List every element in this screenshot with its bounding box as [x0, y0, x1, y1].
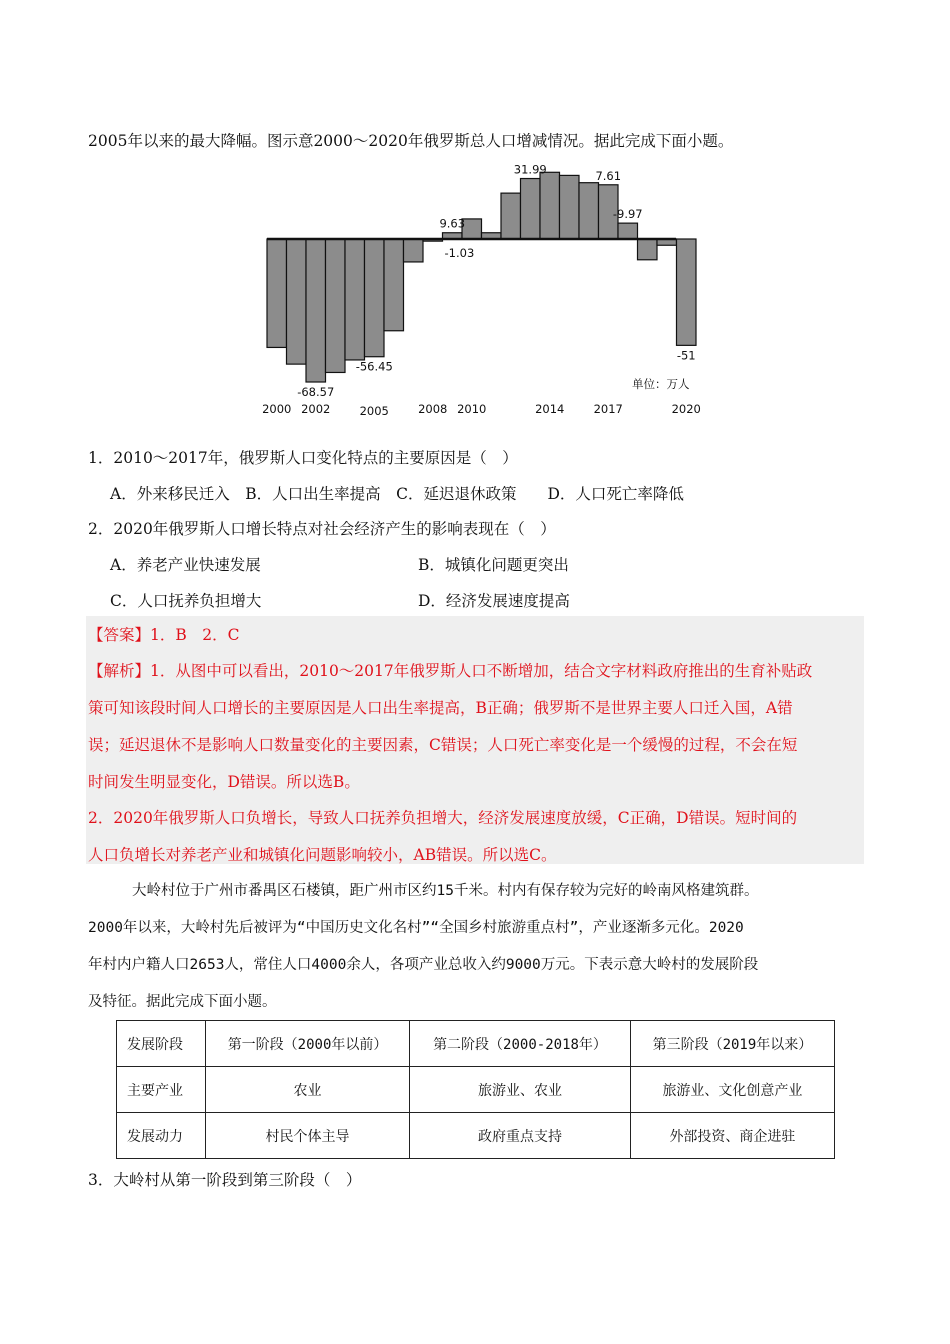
answer-line: 【答案】1．B 2．C — [88, 626, 240, 644]
table-cell: 村民个体主导 — [206, 1113, 410, 1159]
passage-line-3: 年村内户籍人口2653人，常住人口4000余人，各项产业总收入约9000万元。下表示意大岭村的发展阶段 — [88, 957, 759, 973]
bar — [521, 179, 541, 239]
x-tick-label: 2017 — [593, 402, 623, 416]
bar — [638, 239, 658, 260]
data-label: -1.03 — [444, 246, 475, 260]
table-cell: 旅游业、农业 — [410, 1067, 631, 1113]
passage-line-1: 大岭村位于广州市番禺区石楼镇，距广州市区约15千米。村内有保存较为完好的岭南风格建筑群。 — [132, 883, 759, 899]
x-tick-label: 2002 — [301, 402, 331, 416]
q2-option-b: B．城镇化问题更突出 — [418, 556, 569, 574]
x-tick-label: 2014 — [535, 402, 565, 416]
x-tick-label: 2020 — [671, 402, 701, 416]
bar — [384, 239, 404, 331]
table-row — [117, 1113, 835, 1159]
passage-line-4: 及特征。据此完成下面小题。 — [88, 994, 277, 1010]
table-cell: 第一阶段（2000年以前） — [206, 1021, 410, 1067]
analysis-line-4: 时间发生明显变化，D错误。所以选B。 — [88, 773, 360, 791]
x-tick-label: 2008 — [418, 402, 448, 416]
q2-option-c: C．人口抚养负担增大 — [110, 592, 262, 610]
bar — [287, 239, 307, 364]
q2-option-d: D．经济发展速度提高 — [418, 592, 570, 610]
table-cell: 农业 — [206, 1067, 410, 1113]
q2-option-a: A．养老产业快速发展 — [110, 556, 261, 574]
bar — [267, 239, 287, 347]
q3-stem: 3．大岭村从第一阶段到第三阶段（ ） — [88, 1171, 362, 1189]
bar — [326, 239, 346, 372]
data-label: 31.99 — [513, 162, 547, 177]
table-cell: 发展阶段 — [117, 1021, 206, 1067]
analysis-line-2: 策可知该段时间人口增长的主要原因是人口出生率提高，B正确；俄罗斯不是世界主要人口迁入国，A错 — [88, 699, 793, 717]
data-label: 7.61 — [595, 168, 622, 183]
bar — [345, 239, 365, 360]
bar — [560, 175, 580, 239]
table-cell: 主要产业 — [117, 1067, 206, 1113]
bar — [579, 183, 599, 239]
analysis-line-1: 【解析】1．从图中可以看出，2010～2017年俄罗斯人口不断增加，结合文字材料政府推出的生育补贴政 — [88, 662, 813, 680]
x-tick-label: 2010 — [457, 402, 487, 416]
bar — [306, 239, 326, 382]
table-row — [117, 1067, 835, 1113]
bar — [618, 223, 638, 239]
table-cell: 政府重点支持 — [410, 1113, 631, 1159]
table-header-row — [117, 1021, 835, 1067]
table-cell: 第三阶段（2019年以来） — [630, 1021, 834, 1067]
bar — [404, 239, 424, 262]
data-label: -56.45 — [355, 359, 393, 374]
stages-table — [116, 1020, 835, 1159]
data-label: -68.57 — [297, 385, 335, 399]
table-cell: 第二阶段（2000-2018年） — [410, 1021, 631, 1067]
bar — [365, 239, 385, 357]
bar — [540, 172, 560, 239]
q1-options: A．外来移民迁入 B．人口出生率提高 C．延迟退休政策 D．人口死亡率降低 — [110, 485, 684, 503]
table-cell: 旅游业、文化创意产业 — [630, 1067, 834, 1113]
unit-label: 单位：万人 — [632, 377, 690, 391]
population-chart — [262, 158, 712, 423]
passage-line-2: 2000年以来，大岭村先后被评为“中国历史文化名村”“全国乡村旅游重点村”，产业逐渐多元化。2020 — [88, 920, 744, 936]
table-cell: 外部投资、商企进驻 — [630, 1113, 834, 1159]
q1-stem: 1．2010～2017年，俄罗斯人口变化特点的主要原因是（ ） — [88, 449, 518, 467]
data-label: -51 — [676, 348, 696, 363]
table-cell: 发展动力 — [117, 1113, 206, 1159]
bar — [677, 239, 697, 345]
data-label: -9.97 — [612, 207, 643, 222]
analysis-line-3: 误；延迟退休不是影响人口数量变化的主要因素，C错误；人口死亡率变化是一个缓慢的过程，不会在短 — [88, 736, 798, 754]
bar — [501, 193, 521, 239]
intro-text: 2005年以来的最大降幅。图示意2000～2020年俄罗斯总人口增减情况。据此完成下面小题。 — [88, 132, 734, 150]
x-tick-label: 2000 — [262, 402, 292, 416]
data-label: 9.63 — [439, 216, 466, 231]
x-tick-label: 2005 — [359, 404, 389, 418]
analysis-line-6: 人口负增长对养老产业和城镇化问题影响较小，AB错误。所以选C。 — [88, 846, 557, 864]
q2-stem: 2．2020年俄罗斯人口增长特点对社会经济产生的影响表现在（ ） — [88, 520, 556, 538]
analysis-line-5: 2．2020年俄罗斯人口负增长，导致人口抚养负担增大，经济发展速度放缓，C正确，D错误。短时间的 — [88, 809, 798, 827]
